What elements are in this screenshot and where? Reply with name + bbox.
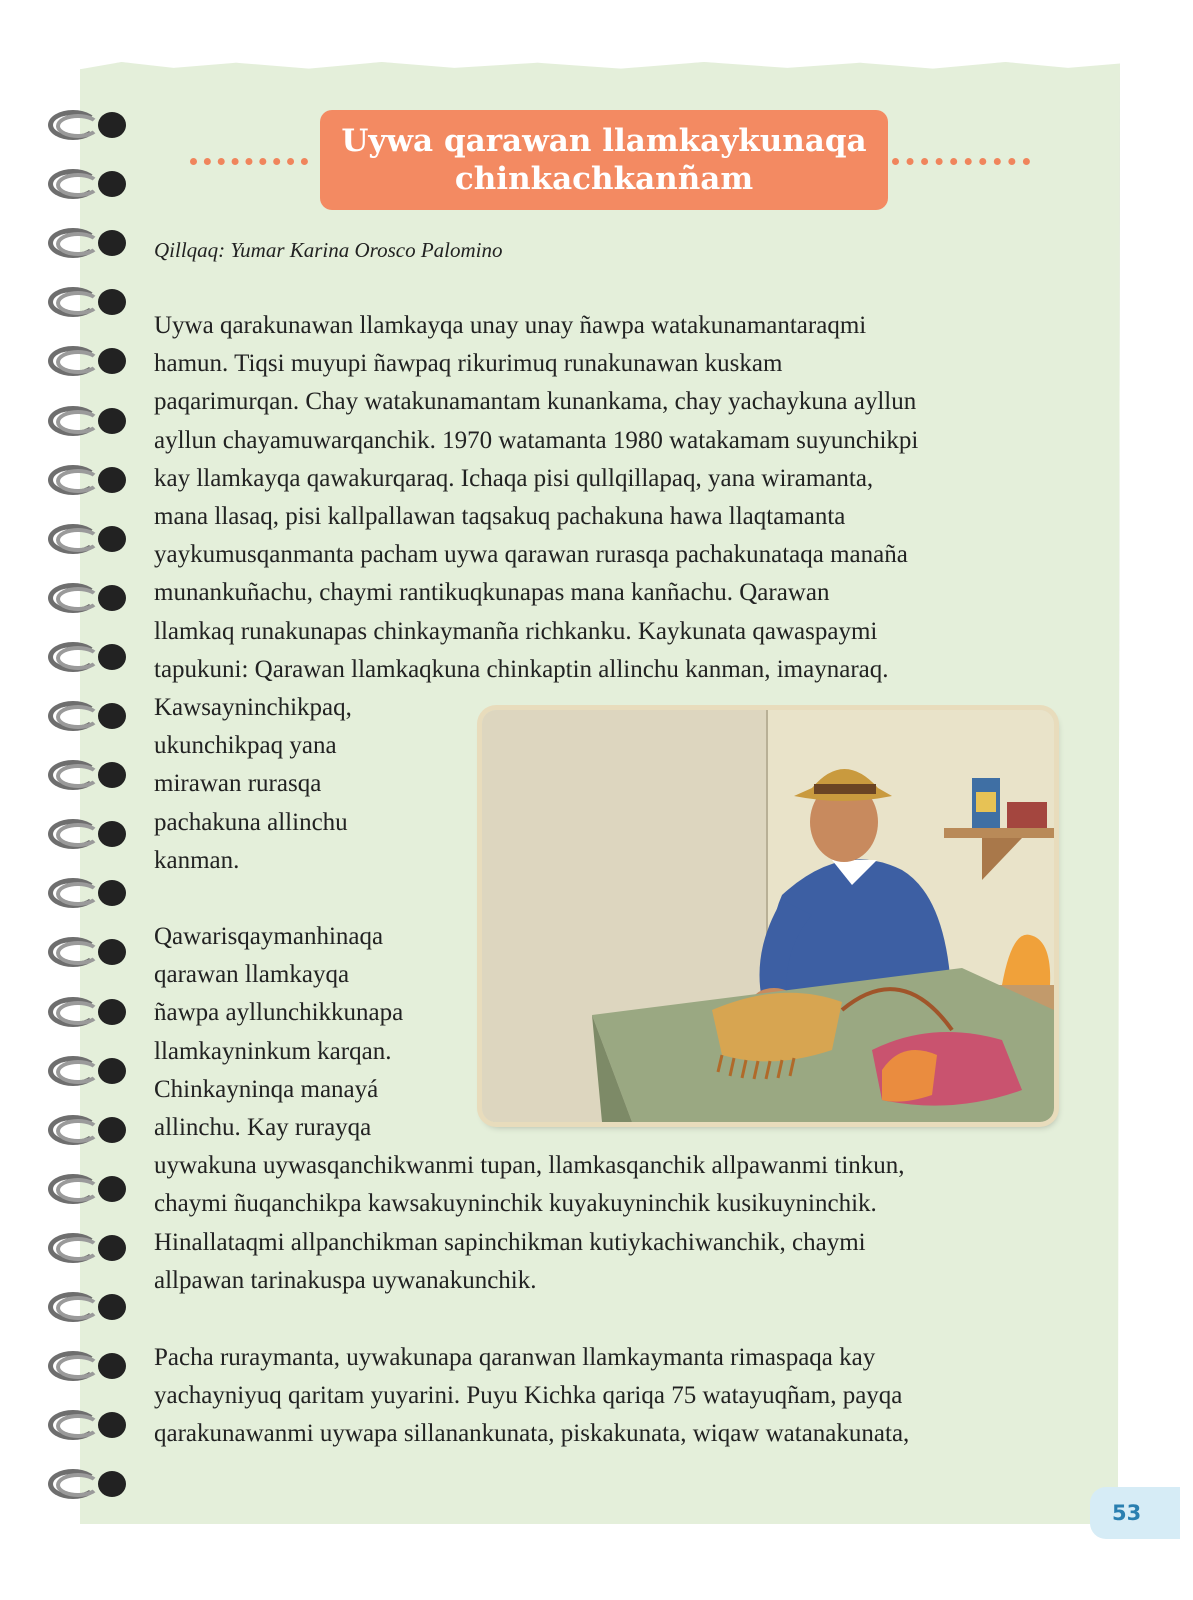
text-line: qarakunawanmi uywapa sillanankunata, piskakunata, wiqaw watanakunata, bbox=[154, 1420, 910, 1448]
text-line: kay llamkayqa qawakurqaraq. Ichaqa pisi qullqillapaq, yana wiramanta, bbox=[154, 464, 874, 492]
text-line: Kawsayninchikpaq, bbox=[154, 694, 352, 722]
spiral-coil bbox=[40, 1052, 130, 1092]
text-line: Pacha ruraymanta, uywakunapa qaranwan llamkaymanta rimaspaqa kay bbox=[154, 1344, 876, 1371]
text-line: llamkayninkum karqan. bbox=[154, 1037, 392, 1065]
page-title-line1: Uywa qarawan llamkaykunaqa bbox=[341, 123, 867, 159]
text-line: mirawan rurasqa bbox=[154, 770, 322, 798]
spiral-coil bbox=[40, 106, 130, 146]
craftsman-illustration-svg bbox=[482, 710, 1054, 1122]
text-line: Uywa qarakunawan llamkayqa unay unay ñawpa watakunamantaraqmi bbox=[154, 312, 867, 339]
text-line: ayllun chayamuwarqanchik. 1970 watamanta 1980 watakamam suyunchikpi bbox=[154, 426, 919, 454]
spiral-coil bbox=[40, 461, 130, 501]
spiral-coil bbox=[40, 224, 130, 264]
title-banner bbox=[190, 108, 1030, 212]
text-line: chaymi ñuqanchikpa kawsakuyninchik kuyakuyninchik kusikuyninchik. bbox=[154, 1190, 877, 1218]
spiral-coil bbox=[40, 165, 130, 205]
spiral-coil bbox=[40, 638, 130, 678]
spiral-coil bbox=[40, 756, 130, 796]
text-line: paqarimurqan. Chay watakunamantam kunankama, chay yachaykuna ayllun bbox=[154, 388, 917, 416]
text-line: llamkaq runakunapas chinkaymanña richkanku. Kaykunata qawaspaymi bbox=[154, 617, 878, 645]
text-line: Qawarisqaymanhinaqa bbox=[154, 923, 384, 950]
text-line: yachayniyuq qaritam yuyarini. Puyu Kichka qariqa 75 watayuqñam, payqa bbox=[154, 1382, 903, 1410]
text-line: Hinallataqmi allpanchikman sapinchikman kutiykachiwanchik, chaymi bbox=[154, 1228, 866, 1256]
text-line: yaykumusqanmanta pacham uywa qarawan rurasqa pachakunataqa manaña bbox=[154, 541, 908, 569]
spiral-coil bbox=[40, 283, 130, 323]
spiral-coil bbox=[40, 402, 130, 442]
spiral-coil bbox=[40, 579, 130, 619]
spiral-binding bbox=[40, 106, 130, 1466]
spiral-coil bbox=[40, 1111, 130, 1151]
spiral-coil bbox=[40, 1170, 130, 1210]
spiral-coil bbox=[40, 933, 130, 973]
text-line: pachakuna allinchu bbox=[154, 808, 348, 836]
spiral-coil bbox=[40, 1229, 130, 1269]
spiral-coil bbox=[40, 520, 130, 560]
author-line: Qillqaq: Yumar Karina Orosco Palomino bbox=[154, 238, 503, 262]
spiral-coil bbox=[40, 993, 130, 1033]
spiral-coil bbox=[40, 697, 130, 737]
spiral-coil bbox=[40, 874, 130, 914]
craftsman-illustration bbox=[482, 710, 1054, 1122]
text-line: ukunchikpaq yana bbox=[154, 732, 337, 760]
text-line: kanman. bbox=[154, 846, 240, 874]
spiral-coil bbox=[40, 342, 130, 382]
spiral-coil bbox=[40, 1347, 130, 1387]
spiral-coil bbox=[40, 815, 130, 855]
page-number-badge bbox=[1090, 1487, 1180, 1539]
paragraph-3 bbox=[154, 1339, 909, 1454]
text-line: uywakuna uywasqanchikwanmi tupan, llamkasqanchik allpawanmi tinkun, bbox=[154, 1152, 905, 1180]
text-line: allpawan tarinakuspa uywanakunchik. bbox=[154, 1266, 537, 1294]
text-line: tapukuni: Qarawan llamkaqkuna chinkaptin allinchu kanman, imaynaraq. bbox=[154, 655, 889, 683]
text-line: mana llasaq, pisi kallpallawan taqsakuq pachakuna hawa llaqtamanta bbox=[154, 503, 846, 531]
title-dots-left bbox=[190, 158, 308, 171]
spiral-coil bbox=[40, 1406, 130, 1446]
spiral-coil bbox=[40, 1465, 130, 1505]
text-line: allinchu. Kay rurayqa bbox=[154, 1114, 372, 1142]
text-line: hamun. Tiqsi muyupi ñawpaq rikurimuq runakunawan kuskam bbox=[154, 350, 783, 378]
text-line: ñawpa ayllunchikkunapa bbox=[154, 999, 404, 1027]
spiral-coil bbox=[40, 1288, 130, 1328]
text-line: Chinkayninqa manayá bbox=[154, 1075, 379, 1103]
page-number: 53 bbox=[1112, 1501, 1142, 1525]
page-title bbox=[320, 110, 888, 210]
page-title-line2: chinkachkanñam bbox=[454, 161, 754, 197]
title-dots-right bbox=[892, 158, 1030, 171]
text-line: qarawan llamkayqa bbox=[154, 961, 350, 989]
text-line: munankuñachu, chaymi rantikuqkunapas mana kanñachu. Qarawan bbox=[154, 579, 830, 607]
